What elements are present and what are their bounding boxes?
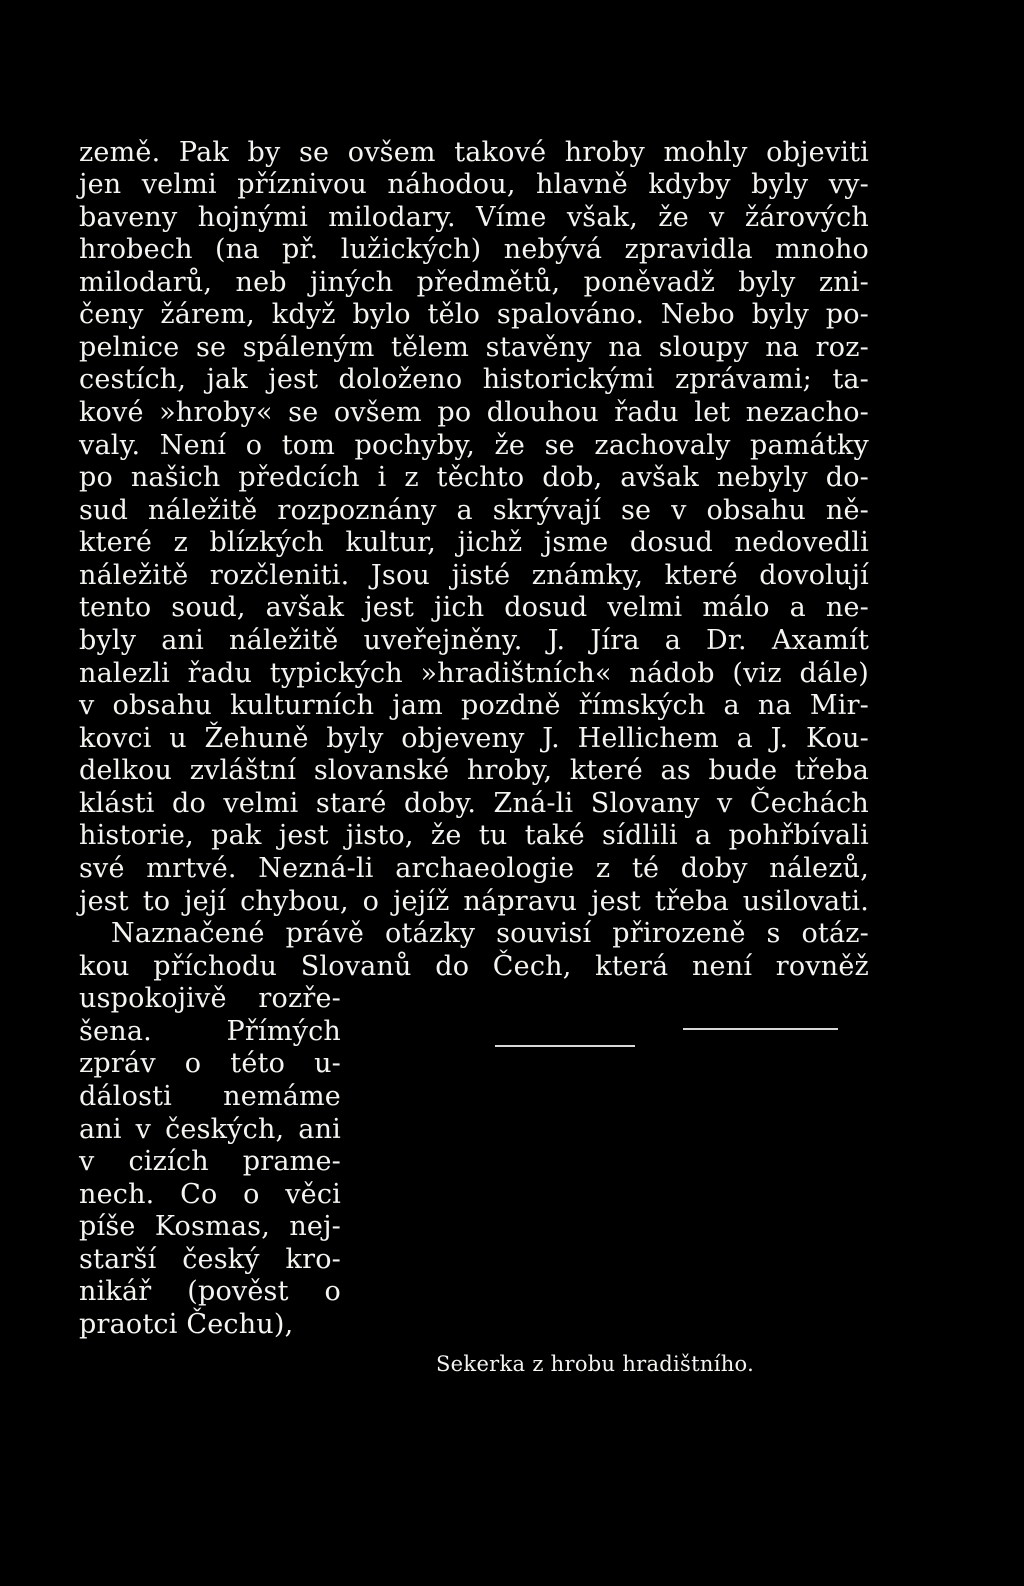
text-line: cestích, jak jest doloženo historickými zprávami; ta- [79, 364, 869, 395]
text-line: nech. Co o věci [79, 1179, 341, 1210]
text-line: milodarů, neb jiných předmětů, poněvadž byly zni- [79, 267, 869, 298]
figure-rule-lower [495, 1045, 635, 1047]
text-line: v cizích prame- [79, 1146, 341, 1177]
text-line: historie, pak jest jisto, že tu také sídlili a pohřbívali [79, 820, 869, 851]
text-line: nikář (pověst o [79, 1276, 341, 1307]
text-line: dálosti nemáme [79, 1081, 341, 1112]
text-line: čeny žárem, když bylo tělo spalováno. Nebo byly po- [79, 299, 869, 330]
text-line: náležitě rozčleniti. Jsou jisté známky, které dovolují [79, 560, 869, 591]
text-line: kou příchodu Slovanů do Čech, která není rovněž [79, 951, 869, 982]
text-line: tento soud, avšak jest jich dosud velmi málo a ne- [79, 592, 869, 623]
text-line: v obsahu kulturních jam pozdně římských a na Mir- [79, 690, 869, 721]
text-line: valy. Není o tom pochyby, že se zachovaly památky [79, 430, 869, 461]
text-line: starší český kro- [79, 1244, 341, 1275]
text-line: po našich předcích i z těchto dob, avšak nebyly do- [79, 462, 869, 493]
text-line: které z blízkých kultur, jichž jsme dosud nedovedli [79, 527, 869, 558]
text-line: pelnice se spáleným tělem stavěny na sloupy na roz- [79, 332, 869, 363]
text-line: kovci u Žehuně byly objeveny J. Hellichem a J. Kou- [79, 723, 869, 754]
text-line: jen velmi příznivou náhodou, hlavně kdyby byly vy- [79, 169, 869, 200]
figure-rule-upper [683, 1028, 838, 1030]
text-line: nalezli řadu typických »hradištních« nádob (viz dále) [79, 658, 869, 689]
text-line: byly ani náležitě uveřejněny. J. Jíra a Dr. Axamít [79, 625, 869, 656]
text-line: šena. Přímých [79, 1016, 341, 1047]
text-line: hrobech (na př. lužických) nebývá zpravidla mnoho [79, 234, 869, 265]
text-line: kové »hroby« se ovšem po dlouhou řadu let nezacho- [79, 397, 869, 428]
text-line: uspokojivě rozře- [79, 983, 341, 1014]
text-line: jest to její chybou, o jejíž nápravu jest třeba usilovati. [79, 886, 869, 917]
text-line: delkou zvláštní slovanské hroby, které as bude třeba [79, 755, 869, 786]
text-line: baveny hojnými milodary. Víme však, že v žárových [79, 202, 869, 233]
text-line: země. Pak by se ovšem takové hroby mohly objeviti [79, 137, 869, 168]
text-line: píše Kosmas, nej- [79, 1211, 341, 1242]
text-line: zpráv o této u- [79, 1048, 341, 1079]
text-line: praotci Čechu), [79, 1309, 294, 1340]
text-line: Naznačené právě otázky souvisí přirozeně s otáz- [111, 918, 869, 949]
text-line: klásti do velmi staré doby. Zná-li Slovany v Čechách [79, 788, 869, 819]
text-line: sud náležitě rozpoznány a skrývají se v obsahu ně- [79, 495, 869, 526]
text-line: ani v českých, ani [79, 1114, 341, 1145]
text-line: své mrtvé. Nezná-li archaeologie z té doby nálezů, [79, 853, 869, 884]
figure-caption: Sekerka z hrobu hradištního. [436, 1352, 755, 1376]
